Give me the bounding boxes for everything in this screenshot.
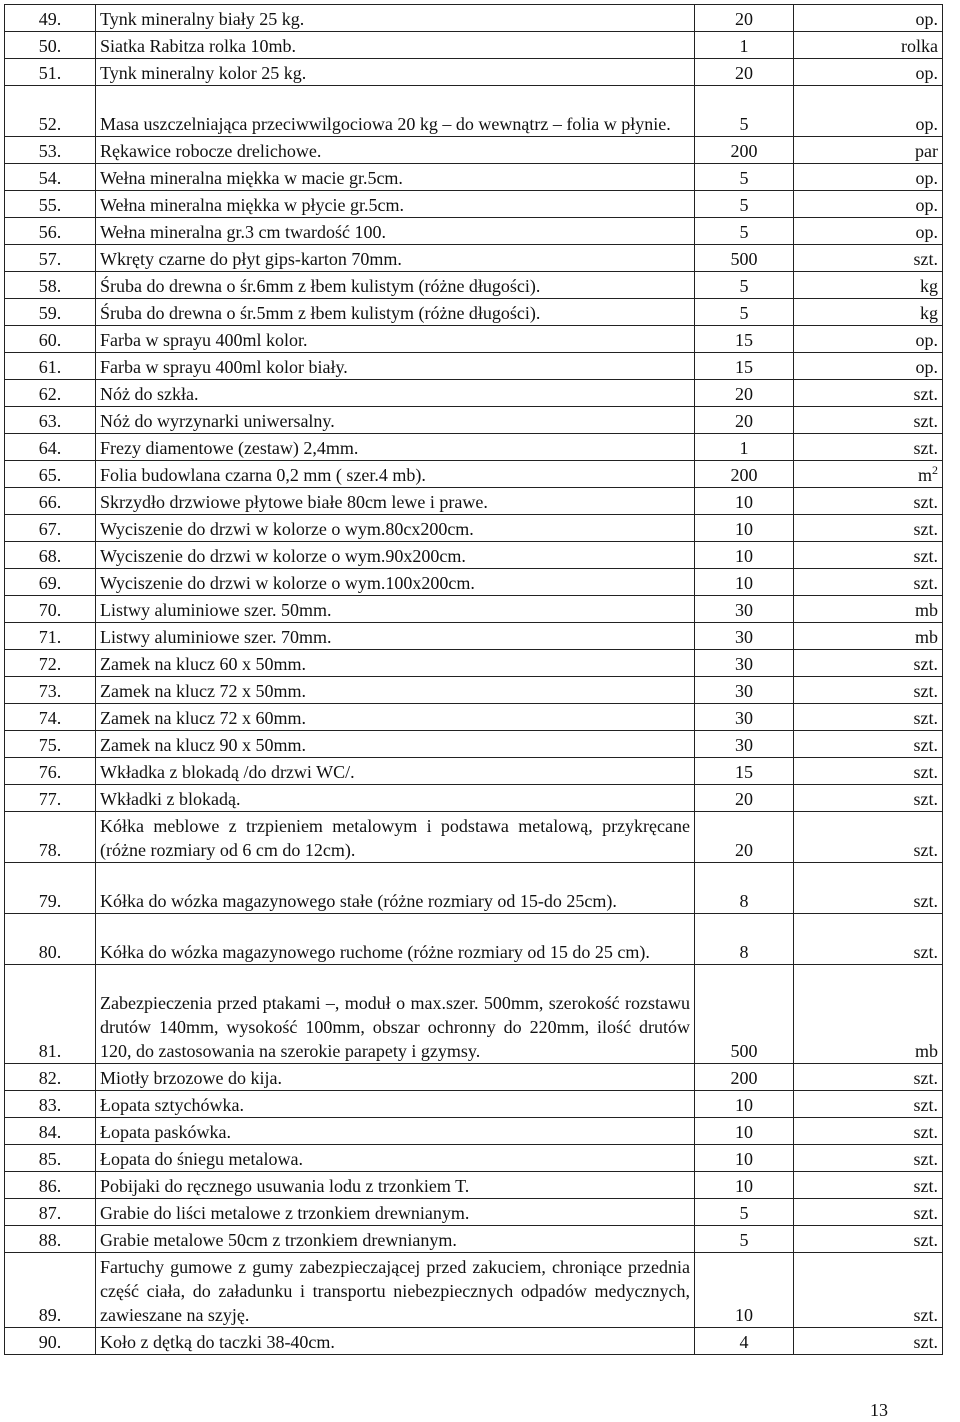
table-row	[5, 86, 943, 137]
item-unit: szt.	[913, 735, 938, 755]
item-quantity: 10	[695, 569, 794, 596]
item-name: Śruba do drewna o śr.5mm z łbem kulistym (różne długości).	[100, 303, 541, 323]
item-quantity: 10	[695, 488, 794, 515]
page-number: 13	[870, 1400, 888, 1420]
item-name: Listwy aluminiowe szer. 70mm.	[100, 627, 332, 647]
item-number: 58.	[5, 272, 96, 299]
item-unit-cell	[794, 914, 943, 965]
item-unit: m	[917, 465, 932, 485]
item-name-cell	[96, 245, 695, 272]
table-row	[5, 1064, 943, 1091]
table-row	[5, 731, 943, 758]
item-unit-cell	[794, 218, 943, 245]
item-unit-cell	[794, 353, 943, 380]
item-number: 76.	[5, 758, 96, 785]
item-number: 88.	[5, 1226, 96, 1253]
item-name: Wkładki z blokadą.	[100, 789, 241, 809]
item-unit-cell	[794, 137, 943, 164]
item-unit: szt.	[913, 1305, 938, 1325]
table-row	[5, 434, 943, 461]
item-unit-cell	[794, 515, 943, 542]
item-unit: szt.	[913, 519, 938, 539]
item-name-cell	[96, 1172, 695, 1199]
item-name: Wełna mineralna miękka w płycie gr.5cm.	[100, 195, 404, 215]
item-unit: szt.	[913, 840, 938, 860]
item-number: 86.	[5, 1172, 96, 1199]
item-unit-cell	[794, 461, 943, 488]
item-unit: szt.	[913, 681, 938, 701]
table-row	[5, 191, 943, 218]
item-unit: szt.	[913, 1068, 938, 1088]
item-name: Farba w sprayu 400ml kolor biały.	[100, 357, 348, 377]
item-name-cell	[96, 1328, 695, 1355]
item-quantity: 1	[695, 32, 794, 59]
item-quantity: 500	[695, 245, 794, 272]
table-row	[5, 863, 943, 914]
item-unit: op.	[915, 222, 938, 242]
table-row	[5, 407, 943, 434]
table-row	[5, 704, 943, 731]
item-unit-cell	[794, 1253, 943, 1328]
item-name-cell	[96, 1091, 695, 1118]
item-quantity: 15	[695, 326, 794, 353]
item-quantity: 5	[695, 1199, 794, 1226]
item-unit-cell	[794, 488, 943, 515]
item-unit: szt.	[913, 1332, 938, 1352]
table-row	[5, 677, 943, 704]
item-number: 53.	[5, 137, 96, 164]
table-row	[5, 353, 943, 380]
item-unit: szt.	[913, 411, 938, 431]
item-unit-cell	[794, 965, 943, 1064]
item-number: 87.	[5, 1199, 96, 1226]
item-number: 74.	[5, 704, 96, 731]
item-name-cell	[96, 488, 695, 515]
table-row	[5, 650, 943, 677]
item-name: Grabie metalowe 50cm z trzonkiem drewnianym.	[100, 1230, 457, 1250]
table-row	[5, 137, 943, 164]
item-name: Nóż do szkła.	[100, 384, 199, 404]
table-row	[5, 914, 943, 965]
item-unit: szt.	[913, 942, 938, 962]
item-quantity: 5	[695, 218, 794, 245]
item-name: Wkładka z blokadą /do drzwi WC/.	[100, 762, 355, 782]
item-unit-cell	[794, 245, 943, 272]
table-row	[5, 812, 943, 863]
item-name: Folia budowlana czarna 0,2 mm ( szer.4 mb).	[100, 465, 426, 485]
table-row	[5, 515, 943, 542]
item-number: 52.	[5, 86, 96, 137]
table-row	[5, 59, 943, 86]
item-unit: szt.	[913, 708, 938, 728]
item-quantity: 20	[695, 5, 794, 32]
item-number: 80.	[5, 914, 96, 965]
item-name-cell	[96, 86, 695, 137]
item-number: 63.	[5, 407, 96, 434]
item-unit: szt.	[913, 762, 938, 782]
table-row	[5, 1145, 943, 1172]
item-unit: op.	[915, 330, 938, 350]
item-name-cell	[96, 1199, 695, 1226]
item-unit-cell	[794, 1199, 943, 1226]
item-unit: szt.	[913, 384, 938, 404]
item-unit-cell	[794, 299, 943, 326]
item-unit: szt.	[913, 1203, 938, 1223]
item-unit-cell	[794, 326, 943, 353]
item-number: 65.	[5, 461, 96, 488]
item-unit: par	[915, 141, 938, 161]
item-name: Wełna mineralna gr.3 cm twardość 100.	[100, 222, 386, 242]
item-name-cell	[96, 650, 695, 677]
item-name: Zamek na klucz 72 x 50mm.	[100, 681, 306, 701]
item-name: Zabezpieczenia przed ptakami –, moduł o max.szer. 500mm, szerokość rozstawu drutów 140mm, wysokość 100mm, obszar ochronny do 220mm, ilość drutów 120, do zastosowania na szerokie parapety i gzymsy.	[100, 993, 690, 1061]
table-row	[5, 326, 943, 353]
item-number: 67.	[5, 515, 96, 542]
item-name: Łopata sztychówka.	[100, 1095, 244, 1115]
item-name-cell	[96, 434, 695, 461]
item-quantity: 10	[695, 1118, 794, 1145]
item-name: Wełna mineralna miękka w macie gr.5cm.	[100, 168, 403, 188]
item-number: 77.	[5, 785, 96, 812]
item-unit-cell	[794, 380, 943, 407]
item-name: Skrzydło drzwiowe płytowe białe 80cm lewe i prawe.	[100, 492, 488, 512]
table-row	[5, 245, 943, 272]
item-quantity: 10	[695, 542, 794, 569]
table-row	[5, 5, 943, 32]
table-row	[5, 623, 943, 650]
item-number: 85.	[5, 1145, 96, 1172]
item-unit-cell	[794, 5, 943, 32]
item-name-cell	[96, 596, 695, 623]
item-number: 79.	[5, 863, 96, 914]
item-name: Łopata paskówka.	[100, 1122, 231, 1142]
item-unit-cell	[794, 1328, 943, 1355]
item-name-cell	[96, 914, 695, 965]
item-unit: mb	[914, 600, 938, 620]
item-unit-cell	[794, 272, 943, 299]
item-number: 82.	[5, 1064, 96, 1091]
item-name: Nóż do wyrzynarki uniwersalny.	[100, 411, 335, 431]
item-number: 54.	[5, 164, 96, 191]
item-name-cell	[96, 1253, 695, 1328]
item-quantity: 5	[695, 86, 794, 137]
item-number: 89.	[5, 1253, 96, 1328]
item-unit: szt.	[913, 789, 938, 809]
table-row	[5, 218, 943, 245]
item-quantity: 200	[695, 1064, 794, 1091]
item-quantity: 20	[695, 407, 794, 434]
item-quantity: 15	[695, 758, 794, 785]
item-unit-cell	[794, 785, 943, 812]
table-row	[5, 1328, 943, 1355]
item-quantity: 5	[695, 1226, 794, 1253]
item-name: Zamek na klucz 60 x 50mm.	[100, 654, 306, 674]
item-quantity: 30	[695, 704, 794, 731]
item-name: Kółka do wózka magazynowego stałe (różne rozmiary od 15-do 25cm).	[100, 891, 617, 911]
item-unit-cell	[794, 1064, 943, 1091]
item-unit: szt.	[913, 1095, 938, 1115]
item-quantity: 30	[695, 596, 794, 623]
item-unit-cell	[794, 434, 943, 461]
item-quantity: 500	[695, 965, 794, 1064]
item-name-cell	[96, 380, 695, 407]
item-name-cell	[96, 785, 695, 812]
item-number: 59.	[5, 299, 96, 326]
item-unit-cell	[794, 569, 943, 596]
item-name-cell	[96, 272, 695, 299]
item-unit-cell	[794, 731, 943, 758]
item-name: Grabie do liści metalowe z trzonkiem drewnianym.	[100, 1203, 470, 1223]
item-unit-cell	[794, 596, 943, 623]
item-name: Kółka meblowe z trzpieniem metalowym i podstawa metalową, przykręcane (różne rozmiary od 6 cm do 12cm).	[100, 816, 690, 860]
item-unit-cell	[794, 407, 943, 434]
item-number: 73.	[5, 677, 96, 704]
item-number: 56.	[5, 218, 96, 245]
item-quantity: 5	[695, 164, 794, 191]
item-name-cell	[96, 569, 695, 596]
item-unit-cell	[794, 1226, 943, 1253]
item-name-cell	[96, 191, 695, 218]
table-row	[5, 758, 943, 785]
item-unit-cell	[794, 59, 943, 86]
item-name: Kółka do wózka magazynowego ruchome (różne rozmiary od 15 do 25 cm).	[100, 942, 650, 962]
item-name-cell	[96, 299, 695, 326]
item-unit-cell	[794, 542, 943, 569]
item-name-cell	[96, 1226, 695, 1253]
item-name-cell	[96, 1145, 695, 1172]
item-name-cell	[96, 704, 695, 731]
table-row	[5, 164, 943, 191]
item-unit-cell	[794, 863, 943, 914]
item-quantity: 4	[695, 1328, 794, 1355]
item-name-cell	[96, 812, 695, 863]
item-unit-cell	[794, 650, 943, 677]
item-name-cell	[96, 353, 695, 380]
item-quantity: 10	[695, 1172, 794, 1199]
item-name: Masa uszczelniająca przeciwwilgociowa 20 kg – do wewnątrz – folia w płynie.	[100, 114, 671, 134]
item-unit: op.	[915, 114, 938, 134]
item-name: Listwy aluminiowe szer. 50mm.	[100, 600, 332, 620]
item-unit-cell	[794, 86, 943, 137]
item-number: 71.	[5, 623, 96, 650]
table-row	[5, 542, 943, 569]
item-quantity: 30	[695, 650, 794, 677]
item-number: 61.	[5, 353, 96, 380]
table-row	[5, 596, 943, 623]
item-name-cell	[96, 758, 695, 785]
item-name-cell	[96, 407, 695, 434]
item-number: 72.	[5, 650, 96, 677]
item-unit: szt.	[913, 573, 938, 593]
item-unit: szt.	[913, 891, 938, 911]
item-unit-superscript: 2	[932, 463, 938, 477]
item-quantity: 20	[695, 380, 794, 407]
item-name: Wkręty czarne do płyt gips-karton 70mm.	[100, 249, 402, 269]
item-name-cell	[96, 731, 695, 758]
item-unit-cell	[794, 1145, 943, 1172]
item-name: Fartuchy gumowe z gumy zabezpieczającej przed zakuciem, chroniące przednia część ciała, do załadunku i transportu niebezpiecznych odpadów medycznych, zawieszane na szyję.	[100, 1257, 690, 1325]
item-unit: op.	[915, 9, 938, 29]
item-name: Pobijaki do ręcznego usuwania lodu z trzonkiem T.	[100, 1176, 470, 1196]
item-unit-cell	[794, 758, 943, 785]
item-unit: mb	[914, 1041, 938, 1061]
table-row	[5, 1118, 943, 1145]
table-row	[5, 1172, 943, 1199]
item-name-cell	[96, 623, 695, 650]
table-row	[5, 1091, 943, 1118]
item-unit: szt.	[913, 438, 938, 458]
item-quantity: 30	[695, 731, 794, 758]
item-unit: szt.	[913, 1122, 938, 1142]
item-unit: mb	[914, 627, 938, 647]
item-name-cell	[96, 32, 695, 59]
item-unit: szt.	[913, 546, 938, 566]
table-row	[5, 272, 943, 299]
item-name: Frezy diamentowe (zestaw) 2,4mm.	[100, 438, 359, 458]
item-name: Tynk mineralny biały 25 kg.	[100, 9, 305, 29]
item-quantity: 5	[695, 299, 794, 326]
item-number: 55.	[5, 191, 96, 218]
item-name: Wyciszenie do drzwi w kolorze o wym.80cx200cm.	[100, 519, 474, 539]
item-number: 57.	[5, 245, 96, 272]
item-name-cell	[96, 164, 695, 191]
item-unit-cell	[794, 32, 943, 59]
item-unit: op.	[915, 357, 938, 377]
item-name: Wyciszenie do drzwi w kolorze o wym.100x200cm.	[100, 573, 475, 593]
item-name-cell	[96, 863, 695, 914]
item-quantity: 30	[695, 677, 794, 704]
item-unit: kg	[920, 276, 938, 296]
item-quantity: 20	[695, 812, 794, 863]
item-name-cell	[96, 326, 695, 353]
item-number: 83.	[5, 1091, 96, 1118]
item-quantity: 15	[695, 353, 794, 380]
item-name: Farba w sprayu 400ml kolor.	[100, 330, 308, 350]
item-number: 84.	[5, 1118, 96, 1145]
item-name: Zamek na klucz 72 x 60mm.	[100, 708, 306, 728]
item-unit: szt.	[913, 249, 938, 269]
item-unit: op.	[915, 63, 938, 83]
item-number: 75.	[5, 731, 96, 758]
item-number: 49.	[5, 5, 96, 32]
item-name: Śruba do drewna o śr.6mm z łbem kulistym (różne długości).	[100, 276, 541, 296]
item-unit-cell	[794, 677, 943, 704]
item-number: 68.	[5, 542, 96, 569]
item-unit: op.	[915, 168, 938, 188]
item-number: 60.	[5, 326, 96, 353]
item-name-cell	[96, 515, 695, 542]
table-row	[5, 299, 943, 326]
item-number: 78.	[5, 812, 96, 863]
item-unit-cell	[794, 191, 943, 218]
item-name-cell	[96, 137, 695, 164]
item-quantity: 10	[695, 515, 794, 542]
item-name-cell	[96, 5, 695, 32]
item-name-cell	[96, 965, 695, 1064]
item-name: Wyciszenie do drzwi w kolorze o wym.90x200cm.	[100, 546, 466, 566]
item-number: 90.	[5, 1328, 96, 1355]
table-row	[5, 965, 943, 1064]
item-quantity: 30	[695, 623, 794, 650]
item-unit-cell	[794, 1118, 943, 1145]
item-name-cell	[96, 218, 695, 245]
item-name: Rękawice robocze drelichowe.	[100, 141, 322, 161]
item-unit: kg	[920, 303, 938, 323]
item-quantity: 20	[695, 59, 794, 86]
table-row	[5, 32, 943, 59]
item-unit: szt.	[913, 1176, 938, 1196]
item-unit: szt.	[913, 1230, 938, 1250]
item-name-cell	[96, 59, 695, 86]
item-number: 50.	[5, 32, 96, 59]
item-name: Miotły brzozowe do kija.	[100, 1068, 282, 1088]
item-unit-cell	[794, 1172, 943, 1199]
items-table-body	[5, 5, 943, 1355]
item-name: Tynk mineralny kolor 25 kg.	[100, 63, 307, 83]
table-row	[5, 488, 943, 515]
item-quantity: 5	[695, 191, 794, 218]
item-name: Siatka Rabitza rolka 10mb.	[100, 36, 296, 56]
item-quantity: 200	[695, 461, 794, 488]
table-row	[5, 1226, 943, 1253]
table-row	[5, 461, 943, 488]
item-number: 51.	[5, 59, 96, 86]
item-unit-cell	[794, 623, 943, 650]
item-unit: op.	[915, 195, 938, 215]
item-quantity: 8	[695, 914, 794, 965]
item-number: 66.	[5, 488, 96, 515]
item-quantity: 10	[695, 1145, 794, 1172]
table-row	[5, 569, 943, 596]
item-number: 69.	[5, 569, 96, 596]
item-name-cell	[96, 1064, 695, 1091]
table-row	[5, 1253, 943, 1328]
item-unit: szt.	[913, 654, 938, 674]
item-unit: rolka	[901, 36, 938, 56]
item-name-cell	[96, 542, 695, 569]
item-quantity: 8	[695, 863, 794, 914]
items-table	[4, 4, 943, 1355]
item-unit-cell	[794, 164, 943, 191]
item-unit: szt.	[913, 1149, 938, 1169]
item-quantity: 1	[695, 434, 794, 461]
item-quantity: 5	[695, 272, 794, 299]
item-unit-cell	[794, 704, 943, 731]
item-name: Koło z dętką do taczki 38-40cm.	[100, 1332, 335, 1352]
item-name-cell	[96, 677, 695, 704]
item-unit: szt.	[913, 492, 938, 512]
table-row	[5, 380, 943, 407]
item-number: 81.	[5, 965, 96, 1064]
item-number: 64.	[5, 434, 96, 461]
item-unit-cell	[794, 812, 943, 863]
item-unit-cell	[794, 1091, 943, 1118]
item-number: 70.	[5, 596, 96, 623]
item-number: 62.	[5, 380, 96, 407]
item-name: Łopata do śniegu metalowa.	[100, 1149, 303, 1169]
item-name-cell	[96, 461, 695, 488]
item-name: Zamek na klucz 90 x 50mm.	[100, 735, 306, 755]
item-quantity: 10	[695, 1091, 794, 1118]
item-quantity: 10	[695, 1253, 794, 1328]
item-quantity: 20	[695, 785, 794, 812]
table-row	[5, 785, 943, 812]
item-quantity: 200	[695, 137, 794, 164]
item-name-cell	[96, 1118, 695, 1145]
table-row	[5, 1199, 943, 1226]
